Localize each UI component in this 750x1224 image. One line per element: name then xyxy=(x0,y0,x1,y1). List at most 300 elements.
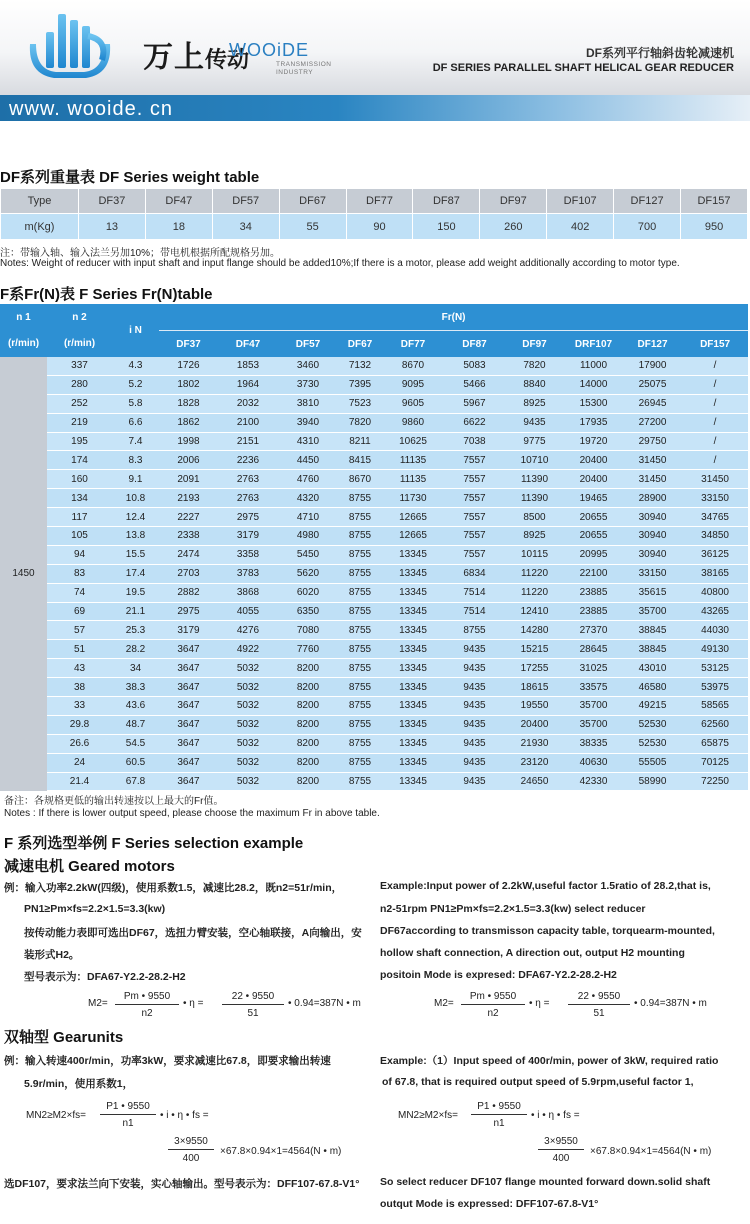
formula-mn2-result-en: ×67.8×0.94×1=4564(N • m) xyxy=(590,1146,712,1157)
fr-value-cell: 13345 xyxy=(382,753,444,772)
table-row xyxy=(0,583,748,602)
fr-value-cell: 1998 xyxy=(159,432,218,451)
weight-table-title: DF系列重量表 DF Series weight table xyxy=(0,169,260,186)
fr-value-cell: 19720 xyxy=(564,432,623,451)
fr-value-cell: 2474 xyxy=(159,545,218,564)
ratio-cell: 5.8 xyxy=(112,394,159,413)
fr-value-cell: 9775 xyxy=(505,432,564,451)
weight-mass-cell: 402 xyxy=(547,214,614,240)
fr-value-cell: 5620 xyxy=(278,564,338,583)
ratio-cell: 10.8 xyxy=(112,489,159,508)
fr-value-cell: / xyxy=(682,375,748,394)
formula-mn2-result: ×67.8×0.94×1=4564(N • m) xyxy=(220,1146,342,1157)
weight-table xyxy=(0,188,748,240)
fr-value-cell: 36125 xyxy=(682,545,748,564)
fr-value-cell: 26945 xyxy=(623,394,682,413)
fr-value-cell: 38165 xyxy=(682,564,748,583)
fr-value-cell: 9860 xyxy=(382,413,444,432)
fr-value-cell: 34850 xyxy=(682,527,748,546)
ratio-cell: 34 xyxy=(112,659,159,678)
fr-value-cell: 8200 xyxy=(278,678,338,697)
fr-value-cell: 40800 xyxy=(682,583,748,602)
fr-value-cell: 8200 xyxy=(278,772,338,791)
n2-cell: 195 xyxy=(47,432,112,451)
fr-value-cell: 7038 xyxy=(444,432,505,451)
fr-value-cell: 2032 xyxy=(218,394,278,413)
fr-value-cell: 8755 xyxy=(338,678,382,697)
fr-value-cell: 11135 xyxy=(382,470,444,489)
n2-cell: 38 xyxy=(47,678,112,697)
table-row xyxy=(0,640,748,659)
fr-value-cell: 8211 xyxy=(338,432,382,451)
formula-m2-frac-22: $\frac{22 • 9550}{51}$ xyxy=(222,991,284,1019)
fr-value-cell: 11000 xyxy=(564,357,623,375)
table-row xyxy=(0,659,748,678)
weight-table-mass-label: m(Kg) xyxy=(1,214,79,240)
weight-note-en: Notes: Weight of reducer with input shaft and input flange should be added10%;If there is a motor, please add weight additionally according to motor type. xyxy=(0,258,680,269)
fr-value-cell: 3358 xyxy=(218,545,278,564)
geared-cn-line-1: 例：输入功率2.2kW(四级)，使用系数1.5，减速比28.2，既n2=51r/min， xyxy=(4,882,343,894)
fr-value-cell: 5032 xyxy=(218,678,278,697)
fr-value-cell: 58565 xyxy=(682,697,748,716)
fr-value-cell: 38335 xyxy=(564,734,623,753)
fr-value-cell: 23885 xyxy=(564,602,623,621)
fr-value-cell: 31450 xyxy=(623,451,682,470)
brand-en: WOOiDE xyxy=(229,40,309,60)
fr-value-cell: 3868 xyxy=(218,583,278,602)
fr-value-cell: 3810 xyxy=(278,394,338,413)
fr-value-cell: 35615 xyxy=(623,583,682,602)
fr-value-cell: 49215 xyxy=(623,697,682,716)
fr-value-cell: 8500 xyxy=(505,508,564,527)
gearunits-cn-line-2: 5.9r/min，使用系数1， xyxy=(24,1078,134,1090)
fr-value-cell: 7760 xyxy=(278,640,338,659)
fr-value-cell: 34765 xyxy=(682,508,748,527)
fr-value-cell: 3647 xyxy=(159,772,218,791)
col-n2-header: n 2 xyxy=(47,304,112,331)
weight-type-cell: DF157 xyxy=(681,189,748,214)
fr-value-cell: / xyxy=(682,432,748,451)
fr-value-cell: 49130 xyxy=(682,640,748,659)
fr-value-cell: 20400 xyxy=(505,715,564,734)
fr-value-cell: 5032 xyxy=(218,734,278,753)
fr-value-cell: 13345 xyxy=(382,715,444,734)
n2-cell: 117 xyxy=(47,508,112,527)
fr-value-cell: 42330 xyxy=(564,772,623,791)
fr-value-cell: 13345 xyxy=(382,772,444,791)
fr-value-cell: 8755 xyxy=(338,489,382,508)
n2-cell: 134 xyxy=(47,489,112,508)
fr-value-cell: 20400 xyxy=(564,470,623,489)
formula-mn2-frac-3-en: $\frac{3\times 9550}{400}$ xyxy=(538,1136,584,1164)
fr-value-cell: 19465 xyxy=(564,489,623,508)
gearunits-en-line-4: outqut Mode is expressed: DFF107-67.8-V1° xyxy=(380,1198,599,1210)
fr-value-cell: 8200 xyxy=(278,715,338,734)
fr-value-cell: 13345 xyxy=(382,659,444,678)
fr-value-cell: 12665 xyxy=(382,527,444,546)
n2-cell: 69 xyxy=(47,602,112,621)
ratio-cell: 12.4 xyxy=(112,508,159,527)
fr-value-cell: 8200 xyxy=(278,734,338,753)
ratio-cell: 43.6 xyxy=(112,697,159,716)
ratio-cell: 38.3 xyxy=(112,678,159,697)
fr-value-cell: 7514 xyxy=(444,583,505,602)
fr-value-cell: 55505 xyxy=(623,753,682,772)
fr-value-cell: 20655 xyxy=(564,527,623,546)
n2-cell: 83 xyxy=(47,564,112,583)
geared-en-line-5: positoin Mode is expresed: DFA67-Y2.2-28.2-H2 xyxy=(380,969,617,981)
ratio-cell: 7.4 xyxy=(112,432,159,451)
ratio-cell: 13.8 xyxy=(112,527,159,546)
weight-mass-cell: 90 xyxy=(346,214,413,240)
fr-value-cell: 3647 xyxy=(159,734,218,753)
fr-value-cell: 9435 xyxy=(444,734,505,753)
website-url[interactable]: www. wooide. cn xyxy=(9,98,173,120)
ratio-cell: 25.3 xyxy=(112,621,159,640)
ratio-cell: 4.3 xyxy=(112,357,159,375)
weight-type-cell: DF57 xyxy=(212,189,279,214)
fr-value-cell: 27200 xyxy=(623,413,682,432)
n2-cell: 33 xyxy=(47,697,112,716)
n2-cell: 160 xyxy=(47,470,112,489)
fr-value-cell: 13345 xyxy=(382,697,444,716)
fr-value-cell: 18615 xyxy=(505,678,564,697)
fr-value-cell: 2091 xyxy=(159,470,218,489)
fr-value-cell: 9605 xyxy=(382,394,444,413)
fr-value-cell: 7080 xyxy=(278,621,338,640)
formula-m2-lhs-en: M2= xyxy=(434,998,454,1009)
fr-value-cell: 3647 xyxy=(159,640,218,659)
fr-value-cell: 35700 xyxy=(564,715,623,734)
fr-value-cell: 3730 xyxy=(278,375,338,394)
col-i-header: i N xyxy=(112,304,159,357)
fr-value-cell: 2703 xyxy=(159,564,218,583)
fr-value-cell: 31450 xyxy=(623,470,682,489)
fr-value-cell: 7820 xyxy=(505,357,564,375)
fr-value-cell: 6834 xyxy=(444,564,505,583)
fr-value-cell: 8925 xyxy=(505,527,564,546)
table-row xyxy=(0,715,748,734)
col-fr-header: Fr(N) xyxy=(159,304,748,331)
gearunits-title: 双轴型 Gearunits xyxy=(4,1029,124,1046)
fr-value-cell: 8415 xyxy=(338,451,382,470)
fr-value-cell: 7820 xyxy=(338,413,382,432)
fr-value-cell: 5032 xyxy=(218,659,278,678)
fr-value-cell: 11390 xyxy=(505,489,564,508)
fr-value-cell: 13345 xyxy=(382,583,444,602)
fr-value-cell: 13345 xyxy=(382,678,444,697)
fr-value-cell: 46580 xyxy=(623,678,682,697)
n2-cell: 57 xyxy=(47,621,112,640)
fr-value-cell: 4310 xyxy=(278,432,338,451)
ratio-cell: 5.2 xyxy=(112,375,159,394)
formula-m2-eta-en: • η = xyxy=(529,998,550,1009)
weight-type-cell: DF97 xyxy=(480,189,547,214)
fr-value-cell: 19550 xyxy=(505,697,564,716)
fr-value-cell: 3783 xyxy=(218,564,278,583)
fr-value-cell: 38845 xyxy=(623,640,682,659)
fr-value-cell: 5032 xyxy=(218,715,278,734)
fr-value-cell: 30940 xyxy=(623,527,682,546)
fr-value-cell: 43265 xyxy=(682,602,748,621)
n2-cell: 219 xyxy=(47,413,112,432)
fr-value-cell: 8755 xyxy=(338,564,382,583)
fr-value-cell: 8755 xyxy=(338,545,382,564)
n2-cell: 24 xyxy=(47,753,112,772)
fr-value-cell: 23120 xyxy=(505,753,564,772)
fr-value-cell: 53125 xyxy=(682,659,748,678)
weight-type-cell: DF47 xyxy=(145,189,212,214)
geared-cn-line-5: 型号表示为：DFA67-Y2.2-28.2-H2 xyxy=(24,971,186,983)
ratio-cell: 19.5 xyxy=(112,583,159,602)
fr-value-cell: 65875 xyxy=(682,734,748,753)
n2-cell: 94 xyxy=(47,545,112,564)
fr-value-cell: 1964 xyxy=(218,375,278,394)
fr-value-cell: 8755 xyxy=(338,621,382,640)
fr-value-cell: 3647 xyxy=(159,753,218,772)
fr-value-cell: / xyxy=(682,451,748,470)
fr-value-cell: 13345 xyxy=(382,734,444,753)
table-row xyxy=(0,527,748,546)
fr-value-cell: 8670 xyxy=(338,470,382,489)
fr-value-cell: 14000 xyxy=(564,375,623,394)
weight-type-cell: DF37 xyxy=(79,189,146,214)
fr-value-cell: 11730 xyxy=(382,489,444,508)
fr-value-cell: 8840 xyxy=(505,375,564,394)
weight-mass-cell: 34 xyxy=(212,214,279,240)
fr-value-cell: 9435 xyxy=(505,413,564,432)
n2-cell: 74 xyxy=(47,583,112,602)
fr-value-cell: 62560 xyxy=(682,715,748,734)
fr-value-cell: 8755 xyxy=(338,508,382,527)
formula-mn2-tail: • i • η • fs = xyxy=(160,1110,209,1121)
gearunits-en-line-1: Example:（1）Input speed of 400r/min, power of 3kW, required ratio xyxy=(380,1055,719,1067)
fr-value-cell: 33575 xyxy=(564,678,623,697)
n2-cell: 174 xyxy=(47,451,112,470)
fr-value-cell: 31025 xyxy=(564,659,623,678)
fr-value-cell: 11220 xyxy=(505,564,564,583)
formula-mn2-frac-p1-en: $\frac{P1 • 9550}{n1}$ xyxy=(471,1101,527,1129)
formula-mn2-tail-en: • i • η • fs = xyxy=(531,1110,580,1121)
fr-value-cell: 29750 xyxy=(623,432,682,451)
fr-value-cell: 17255 xyxy=(505,659,564,678)
table-row xyxy=(0,734,748,753)
fr-value-cell: 5032 xyxy=(218,753,278,772)
formula-mn2-lhs-en: MN2≥M2×fs= xyxy=(398,1110,458,1121)
fr-value-cell: 8755 xyxy=(338,734,382,753)
fr-value-cell: 6350 xyxy=(278,602,338,621)
weight-type-cell: DF107 xyxy=(547,189,614,214)
col-n1-header: n 1 xyxy=(0,304,47,331)
fr-value-cell: 12665 xyxy=(382,508,444,527)
fr-value-cell: 30940 xyxy=(623,545,682,564)
weight-table-type-label: Type xyxy=(1,189,79,214)
model-header-cell: DRF107 xyxy=(564,331,623,358)
fr-value-cell: 8200 xyxy=(278,659,338,678)
table-row xyxy=(0,357,748,375)
fr-value-cell: / xyxy=(682,357,748,375)
model-header-cell: DF47 xyxy=(218,331,278,358)
gearunits-cn-line-3: 选DF107，要求法兰向下安装，实心轴输出。型号表示为：DFF107-67.8-V1° xyxy=(4,1178,360,1190)
weight-mass-cell: 150 xyxy=(413,214,480,240)
fr-value-cell: 3647 xyxy=(159,659,218,678)
n2-cell: 337 xyxy=(47,357,112,375)
table-row xyxy=(0,564,748,583)
table-row xyxy=(0,697,748,716)
fr-value-cell: 4710 xyxy=(278,508,338,527)
fr-value-cell: 40630 xyxy=(564,753,623,772)
ratio-cell: 8.3 xyxy=(112,451,159,470)
fr-value-cell: 28645 xyxy=(564,640,623,659)
fr-value-cell: 53975 xyxy=(682,678,748,697)
fr-value-cell: 11135 xyxy=(382,451,444,470)
fr-value-cell: 17900 xyxy=(623,357,682,375)
fr-value-cell: 7557 xyxy=(444,527,505,546)
fr-value-cell: 2975 xyxy=(218,508,278,527)
ratio-cell: 48.7 xyxy=(112,715,159,734)
fr-value-cell: 3647 xyxy=(159,697,218,716)
fr-value-cell: 33150 xyxy=(623,564,682,583)
formula-m2-frac-pm: $\frac{Pm • 9550}{n2}$ xyxy=(115,991,179,1019)
formula-mn2-lhs: MN2≥M2×fs= xyxy=(26,1110,86,1121)
fr-value-cell: 58990 xyxy=(623,772,682,791)
fr-value-cell: 8755 xyxy=(338,640,382,659)
fr-value-cell: 35700 xyxy=(623,602,682,621)
fr-value-cell: 8925 xyxy=(505,394,564,413)
model-header-cell: DF87 xyxy=(444,331,505,358)
table-row xyxy=(0,413,748,432)
model-header-cell: DF157 xyxy=(682,331,748,358)
geared-cn-line-2: PN1≥Pm×fs=2.2×1.5=3.3(kw) xyxy=(24,903,166,915)
fr-value-cell: 7557 xyxy=(444,489,505,508)
fr-value-cell: 2193 xyxy=(159,489,218,508)
fr-value-cell: 8755 xyxy=(338,659,382,678)
fr-value-cell: 8755 xyxy=(338,602,382,621)
fr-value-cell: 5032 xyxy=(218,697,278,716)
fr-value-cell: 4922 xyxy=(218,640,278,659)
fr-value-cell: 3460 xyxy=(278,357,338,375)
n2-cell: 29.8 xyxy=(47,715,112,734)
fr-value-cell: 8755 xyxy=(338,583,382,602)
fr-value-cell: 7395 xyxy=(338,375,382,394)
fr-value-cell: 12410 xyxy=(505,602,564,621)
fr-value-cell: 1862 xyxy=(159,413,218,432)
fr-value-cell: 8200 xyxy=(278,753,338,772)
fr-value-cell: 21930 xyxy=(505,734,564,753)
fr-value-cell: 9435 xyxy=(444,640,505,659)
fr-value-cell: 38845 xyxy=(623,621,682,640)
formula-m2-frac-pm-en: $\frac{Pm • 9550}{n2}$ xyxy=(461,991,525,1019)
formula-mn2-frac-3: $\frac{3\times 9550}{400}$ xyxy=(168,1136,214,1164)
fr-value-cell: 10710 xyxy=(505,451,564,470)
formula-m2-result: • 0.94=387N • m xyxy=(288,998,361,1009)
fr-value-cell: 1726 xyxy=(159,357,218,375)
fr-value-cell: 8200 xyxy=(278,697,338,716)
table-row xyxy=(0,394,748,413)
fr-value-cell: 2236 xyxy=(218,451,278,470)
fr-value-cell: 14280 xyxy=(505,621,564,640)
fr-note-en: Notes : If there is lower output speed, please choose the maximum Fr in above table. xyxy=(4,808,380,819)
ratio-cell: 17.4 xyxy=(112,564,159,583)
fr-value-cell: / xyxy=(682,394,748,413)
n2-cell: 280 xyxy=(47,375,112,394)
n2-cell: 21.4 xyxy=(47,772,112,791)
input-speed-cell: 1450 xyxy=(0,357,47,791)
fr-value-cell: 4276 xyxy=(218,621,278,640)
fr-value-cell: 44030 xyxy=(682,621,748,640)
fr-value-cell: 31450 xyxy=(682,470,748,489)
weight-mass-cell: 260 xyxy=(480,214,547,240)
fr-value-cell: 22100 xyxy=(564,564,623,583)
fr-value-cell: 7132 xyxy=(338,357,382,375)
fr-value-cell: 15300 xyxy=(564,394,623,413)
fr-value-cell: 7557 xyxy=(444,508,505,527)
table-row xyxy=(0,508,748,527)
fr-value-cell: 1802 xyxy=(159,375,218,394)
fr-value-cell: 4320 xyxy=(278,489,338,508)
weight-note-cn: 注：带输入轴、输入法兰另加10%；带电机根据所配规格另加。 xyxy=(0,248,281,259)
fr-value-cell: 2882 xyxy=(159,583,218,602)
fr-value-cell: 23885 xyxy=(564,583,623,602)
fr-value-cell: 28900 xyxy=(623,489,682,508)
fr-value-cell: 9435 xyxy=(444,697,505,716)
n2-cell: 43 xyxy=(47,659,112,678)
geared-en-line-4: hollow shaft connection, A direction out, output H2 mounting xyxy=(380,947,685,959)
geared-cn-line-3: 按传动能力表即可选出DF67，选扭力臂安装，空心轴联接，A向输出，安 xyxy=(24,927,362,939)
fr-value-cell: 15215 xyxy=(505,640,564,659)
col-n1-unit: (r/min) xyxy=(0,331,47,358)
formula-m2-frac-22-en: $\frac{22 • 9550}{51}$ xyxy=(568,991,630,1019)
ratio-cell: 15.5 xyxy=(112,545,159,564)
formula-m2-eta: • η = xyxy=(183,998,204,1009)
fr-value-cell: 4055 xyxy=(218,602,278,621)
wooide-logo-icon xyxy=(24,10,116,86)
n2-cell: 252 xyxy=(47,394,112,413)
model-header-cell: DF57 xyxy=(278,331,338,358)
fr-value-cell: 8755 xyxy=(338,527,382,546)
fr-value-cell: 9435 xyxy=(444,678,505,697)
fr-value-cell: 2100 xyxy=(218,413,278,432)
gearunits-en-line-3: So select reducer DF107 flange mounted forward down.solid shaft xyxy=(380,1176,711,1188)
fr-value-cell: 3647 xyxy=(159,678,218,697)
ratio-cell: 28.2 xyxy=(112,640,159,659)
weight-mass-cell: 55 xyxy=(279,214,346,240)
fr-value-cell: 7557 xyxy=(444,451,505,470)
fr-value-cell: 4760 xyxy=(278,470,338,489)
fr-value-cell: 6020 xyxy=(278,583,338,602)
formula-mn2-frac-p1: $\frac{P1 • 9550}{n1}$ xyxy=(100,1101,156,1129)
table-row xyxy=(0,432,748,451)
table-row xyxy=(0,451,748,470)
fr-value-cell: 4980 xyxy=(278,527,338,546)
brand-cn: 万上传动 xyxy=(143,40,250,75)
fr-value-cell: 3179 xyxy=(159,621,218,640)
fr-value-cell: 9435 xyxy=(444,659,505,678)
table-row xyxy=(0,753,748,772)
table-row xyxy=(0,772,748,791)
fr-value-cell: 20400 xyxy=(564,451,623,470)
table-row xyxy=(0,678,748,697)
geared-en-line-3: DF67according to transmisson capacity table, torquearm-mounted, xyxy=(380,925,715,937)
table-row xyxy=(0,470,748,489)
ratio-cell: 60.5 xyxy=(112,753,159,772)
model-header-cell: DF67 xyxy=(338,331,382,358)
col-n2-unit: (r/min) xyxy=(47,331,112,358)
fr-value-cell: 13345 xyxy=(382,602,444,621)
fr-value-cell: 1853 xyxy=(218,357,278,375)
fr-value-cell: 5466 xyxy=(444,375,505,394)
n2-cell: 105 xyxy=(47,527,112,546)
